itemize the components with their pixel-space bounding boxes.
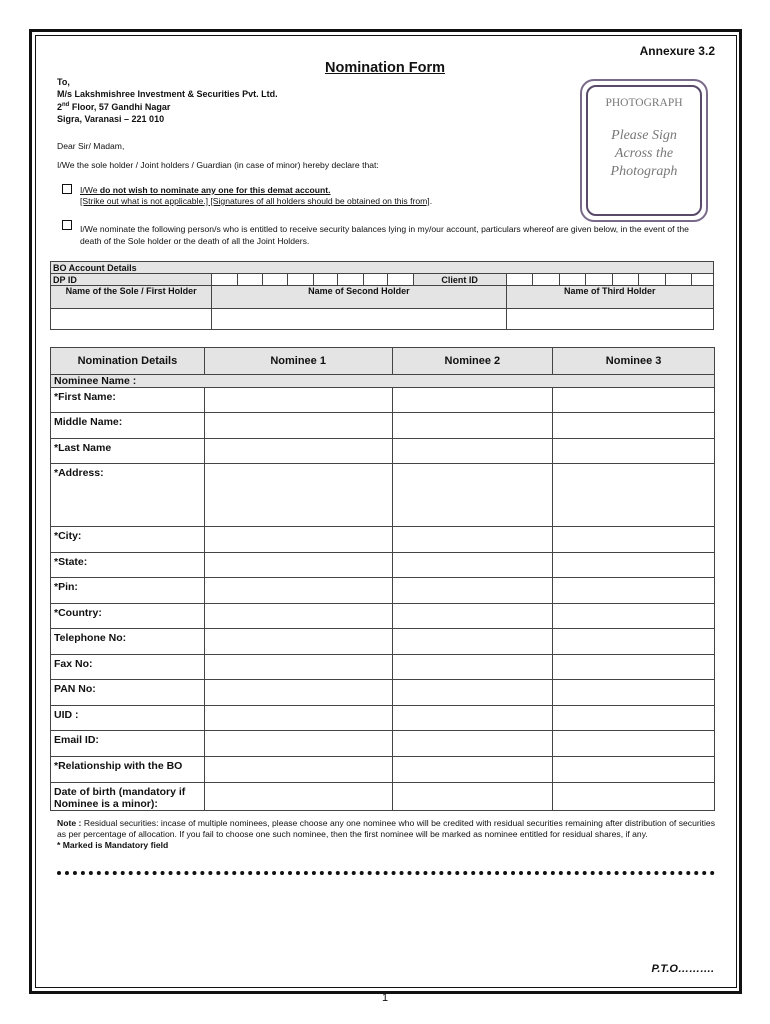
nomination-row [51,783,715,811]
nominee-2-field[interactable] [392,527,553,553]
nominee-1-field[interactable] [204,388,392,413]
client-id-digit[interactable] [639,274,666,286]
nominee-2-field[interactable] [392,553,553,578]
address-to: To, [57,77,70,87]
note-text [57,818,715,840]
option-no-nominee [80,185,432,207]
nominee-1-field[interactable] [204,731,392,757]
nominee-2-field[interactable] [392,439,553,464]
nomination-field-label: Date of birth (mandatory if Nominee is a minor): [51,783,205,811]
nominate-checkbox[interactable] [62,220,72,230]
nomination-row [51,439,715,464]
dp-id-digit[interactable] [212,274,238,286]
no-nomination-checkbox[interactable] [62,184,72,194]
nomination-row [51,388,715,413]
holder-input-row [51,309,714,330]
dp-id-digit[interactable] [388,274,414,286]
client-id-digit[interactable] [559,274,586,286]
nominee-2-header: Nominee 2 [392,348,553,375]
nomination-field-label: Email ID: [51,731,205,757]
note-block [57,818,715,851]
nominee-2-field[interactable] [392,629,553,655]
client-id-digit[interactable] [692,274,714,286]
nominee-2-field[interactable] [392,464,553,527]
nominee-2-field[interactable] [392,604,553,629]
dp-id-digit[interactable] [263,274,288,286]
address-block [57,77,278,125]
nominee-1-field[interactable] [204,439,392,464]
client-id-label: Client ID [413,274,506,286]
dp-id-digit[interactable] [338,274,364,286]
nomination-field-label: Middle Name: [51,413,205,439]
photo-line-3: Photograph [610,164,678,179]
nominee-1-field[interactable] [204,655,392,680]
client-id-digit[interactable] [533,274,560,286]
nomination-field-label: *Last Name [51,439,205,464]
photo-line-1: Please Sign [611,128,677,143]
nominee-name-section-row [51,375,715,388]
nominee-3-field[interactable] [553,629,715,655]
nominee-1-header: Nominee 1 [204,348,392,375]
nominee-3-field[interactable] [553,388,715,413]
nomination-field-label: PAN No: [51,680,205,706]
dotted-separator [57,871,715,875]
option-prefix: I/We [80,185,100,195]
second-holder-label: Name of Second Holder [212,286,506,309]
dp-id-digit[interactable] [363,274,388,286]
nominee-name-section: Nominee Name : [51,375,715,388]
salutation: Dear Sir/ Madam, [57,141,125,151]
nomination-row [51,680,715,706]
client-id-digit[interactable] [665,274,692,286]
nomination-header-row [51,348,715,375]
nominee-1-field[interactable] [204,527,392,553]
nominee-3-field[interactable] [553,464,715,527]
option-nominate: I/We nominate the following person/s who is entitled to receive security balances lying in my/our account, particulars whereof are given below, in the event of the death of the Sole holder or the death of all the Joint Holders. [80,224,689,246]
first-holder-field[interactable] [51,309,212,330]
dp-client-row [51,274,714,286]
nominee-3-field[interactable] [553,757,715,783]
nomination-field-label: Telephone No: [51,629,205,655]
nominee-1-field[interactable] [204,629,392,655]
declaration-text: I/We the sole holder / Joint holders / Guardian (in case of minor) hereby declare that: [57,160,379,170]
dp-id-digit[interactable] [287,274,313,286]
photo-heading: PHOTOGRAPH [605,97,683,109]
first-holder-label: Name of the Sole / First Holder [51,286,212,309]
nominee-3-field[interactable] [553,604,715,629]
note-label: Note : [57,818,82,828]
address-floor [57,100,278,114]
nomination-row [51,578,715,604]
dp-id-digit[interactable] [313,274,338,286]
nominee-3-field[interactable] [553,527,715,553]
nominee-1-field[interactable] [204,783,392,811]
client-id-digit[interactable] [612,274,639,286]
bo-account-table [50,261,714,330]
option-no-nominee-line [80,185,432,196]
nominee-2-field[interactable] [392,757,553,783]
nomination-row [51,527,715,553]
nominee-1-field[interactable] [204,553,392,578]
page-number: 1 [382,992,389,1004]
photo-box [586,85,702,216]
nomination-row [51,553,715,578]
address-city: Sigra, Varanasi – 221 010 [57,113,165,124]
floor-number: 2 [57,102,63,112]
address-company: M/s Lakshmishree Investment & Securities Pvt. Ltd. [57,88,278,99]
nominee-2-field[interactable] [392,731,553,757]
floor-sup: nd [62,102,70,108]
nominee-2-field[interactable] [392,578,553,604]
photo-sign-text [588,127,700,181]
nominee-2-field[interactable] [392,388,553,413]
nominee-3-field[interactable] [553,413,715,439]
nominee-1-field[interactable] [204,578,392,604]
nomination-field-label: *Pin: [51,578,205,604]
nominee-1-field[interactable] [204,757,392,783]
photo-line-2: Across the [614,146,674,161]
nomination-field-label: *City: [51,527,205,553]
nomination-row [51,464,715,527]
nominee-3-header: Nominee 3 [553,348,715,375]
nominee-3-field[interactable] [553,553,715,578]
second-holder-field[interactable] [212,309,506,330]
nominee-3-field[interactable] [553,731,715,757]
nomination-field-label: *Address: [51,464,205,527]
holder-header-row [51,286,714,309]
nomination-row [51,655,715,680]
nominee-2-field[interactable] [392,783,553,811]
option-note-end: . [429,196,433,206]
nominee-2-field[interactable] [392,706,553,731]
nominee-1-field[interactable] [204,413,392,439]
nominee-1-field[interactable] [204,464,392,527]
nominee-1-field[interactable] [204,706,392,731]
dp-id-label: DP ID [51,274,212,286]
mandatory-note: * Marked is Mandatory field [57,840,169,850]
nomination-details-header: Nomination Details [51,348,205,375]
nominee-2-field[interactable] [392,680,553,706]
nomination-field-label: *Relationship with the BO [51,757,205,783]
nominee-1-field[interactable] [204,604,392,629]
nomination-field-label: *State: [51,553,205,578]
option-note-line [80,196,432,207]
nomination-row [51,706,715,731]
third-holder-label: Name of Third Holder [506,286,714,309]
nomination-row [51,731,715,757]
bo-heading: BO Account Details [51,262,714,274]
nominee-3-field[interactable] [553,706,715,731]
nominee-3-field[interactable] [553,439,715,464]
nomination-field-label: Fax No: [51,655,205,680]
option-bold-text: do not wish to nominate any one for this demat account. [99,185,331,195]
nominee-1-field[interactable] [204,680,392,706]
nominee-3-field[interactable] [553,578,715,604]
nominee-3-field[interactable] [553,783,715,811]
nomination-field-label: *Country: [51,604,205,629]
nominee-2-field[interactable] [392,655,553,680]
nomination-field-label: *First Name: [51,388,205,413]
third-holder-field[interactable] [506,309,714,330]
option-note: [Strike out what is not applicable.] [Signatures of all holders should be obtained on this from] [80,196,430,206]
client-id-digit[interactable] [506,274,533,286]
bo-heading-row [51,262,714,274]
annexure-label: Annexure 3.2 [639,44,715,58]
nomination-row [51,757,715,783]
nomination-field-label: UID : [51,706,205,731]
page-title: Nomination Form [324,60,446,76]
client-id-digit[interactable] [586,274,613,286]
pto-label: P.T.O………. [651,963,714,975]
floor-street: Floor, 57 Gandhi Nagar [69,102,171,112]
nomination-table [50,347,715,811]
nominee-2-field[interactable] [392,413,553,439]
dp-id-digit[interactable] [237,274,263,286]
nomination-row [51,413,715,439]
note-body: Residual securities: incase of multiple nominees, please choose any one nominee who will be credited with residual securities remaining after distribution of securities as per percentage of allocation. If you fail to choose one such nominee, then the first nominee will be marked as nominee entitled for residual shares, if any. [57,818,715,839]
nominee-3-field[interactable] [553,680,715,706]
nomination-row [51,604,715,629]
nomination-row [51,629,715,655]
nominee-3-field[interactable] [553,655,715,680]
